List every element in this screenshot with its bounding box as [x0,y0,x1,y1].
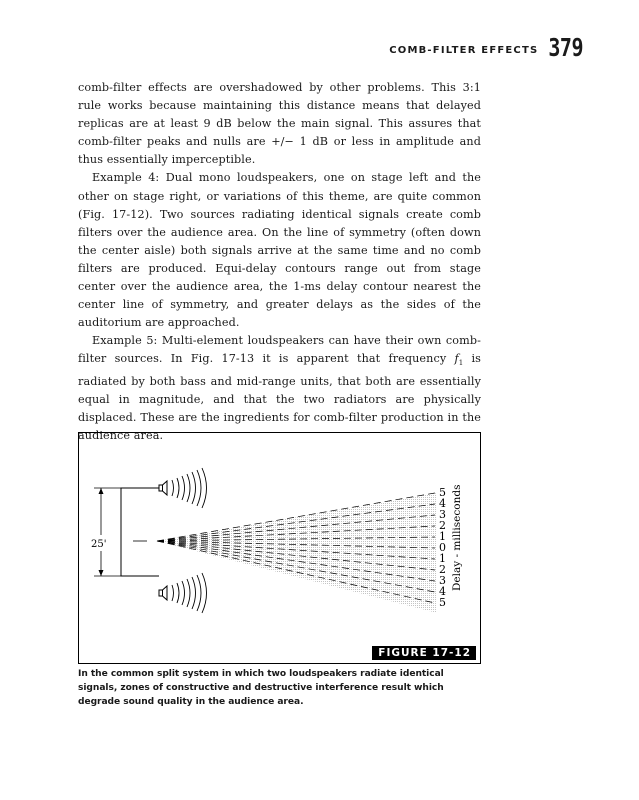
delay-number: 5 [439,486,446,499]
delay-number: 2 [439,563,446,576]
paragraph-1: comb-filter effects are overshadowed by other problems. This 3:1 rule works because maintaining this distance means that delayed replicas are at least 9 dB below the main signal. This assures that comb-filter peaks and nulls are +/− 1 dB or less in amplitude and thus essentially imperceptible. [78,81,481,167]
stage-outline [121,488,159,576]
running-head [0,32,583,68]
delay-number: 4 [439,497,446,510]
dimension-label: 25' [91,539,107,550]
delay-number: 1 [439,530,446,543]
page-number: 379 [548,32,583,62]
loudspeaker-right-icon [159,573,207,613]
paragraph-3-start: Example 5: Multi-element loudspeakers can have their own comb-filter sources. In Fig. 17-13 it is apparent that frequency [78,334,481,366]
delay-scale [439,486,446,609]
paragraph-2: Example 4: Dual mono loudspeakers, one on stage left and the other on stage right, or variations of this theme, are quite common (Fig. 17-12). Two sources radiating identical signals create comb filters over the audience area. On the line of symmetry (often down the center aisle) both signals arrive at the same time and no comb filters are produced. Equi-delay contours range out from stage center over the audience area, the 1-ms delay contour nearest the center line of symmetry, and greater delays as the sides of the auditorium are approached. [78,171,481,330]
split-system-diagram [79,433,480,663]
delay-number: 3 [439,574,446,587]
dimension-arrow-top [99,488,104,494]
delay-number: 2 [439,519,446,532]
loudspeaker-left-icon [159,468,207,508]
frequency-variable: f [454,352,459,366]
delay-number: 5 [439,596,446,609]
delay-number: 1 [439,552,446,565]
delay-number: 3 [439,508,446,521]
paragraph-3-end: is radiated by both bass and mid-range units, that both are essentially equal in magnitude, and that the two radiators are physically displaced. These are the ingredients for comb-filter production in the audience area. [78,352,481,443]
dimension-arrow-bottom [99,570,104,576]
delay-number: 0 [439,541,446,554]
delay-number: 4 [439,585,446,598]
interference-zone [157,493,437,613]
paragraph-3 [78,332,481,445]
figure-17-12 [78,432,481,664]
section-title: COMB-FILTER EFFECTS [389,45,539,56]
delay-axis-title: Delay - milliseconds [451,484,463,591]
body-text [78,79,481,445]
frequency-subscript: 1 [458,359,464,368]
figure-caption: In the common split system in which two loudspeakers radiate identical signals, zones of constructive and destructive interference result which degrade sound quality in the audience area. [78,669,444,708]
figure-label: FIGURE 17-12 [372,646,476,660]
